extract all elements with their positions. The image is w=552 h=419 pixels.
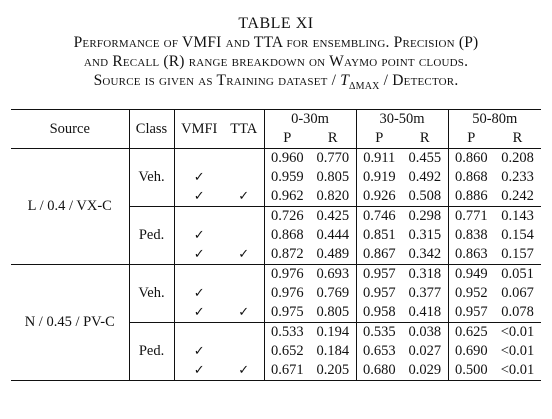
recall-value: 0.805 — [316, 169, 350, 185]
precision-value: 0.958 — [356, 303, 402, 323]
recall-value: 0.508 — [402, 187, 448, 207]
vmfi-check-icon — [174, 207, 224, 227]
caption-line-3 — [0, 71, 552, 96]
vmfi-check-icon: ✓ — [174, 168, 224, 187]
header-p: P — [264, 129, 310, 149]
recall-value: 0.315 — [408, 227, 442, 243]
recall-value: 0.342 — [408, 246, 442, 262]
vmfi-check-icon: ✓ — [174, 284, 224, 303]
precision-value: 0.671 — [264, 361, 310, 381]
precision-value: 0.868 — [448, 168, 494, 187]
caption-line-3-prefix: Source is given as Training dataset / — [93, 72, 341, 89]
header-range-30-50: 30-50m — [356, 110, 448, 130]
recall-value: 0.377 — [408, 285, 442, 301]
t-delta-max-symbol — [340, 72, 380, 93]
vmfi-check-icon: ✓ — [174, 342, 224, 361]
recall-value: 0.143 — [501, 208, 534, 224]
precision-value: 0.533 — [264, 323, 310, 343]
vmfi-check-icon — [174, 265, 224, 285]
class-cell: Ped. — [129, 323, 174, 381]
recall-value: 0.184 — [316, 343, 350, 359]
precision-value: 0.690 — [448, 342, 494, 361]
recall-value: 0.194 — [316, 324, 350, 340]
header-p: P — [448, 129, 494, 149]
tta-check-icon — [224, 149, 264, 169]
precision-value: 0.976 — [264, 284, 310, 303]
precision-value: 0.886 — [448, 187, 494, 207]
table-caption — [0, 14, 552, 96]
class-cell: Veh. — [129, 149, 174, 207]
recall-value: 0.205 — [310, 361, 356, 381]
delta-max-subscript: ΔMAX — [349, 81, 380, 93]
tta-check-icon: ✓ — [224, 303, 264, 323]
caption-line-3-suffix: / Detector. — [379, 72, 459, 89]
header-vmfi: VMFI — [174, 110, 224, 149]
tta-check-icon — [224, 168, 264, 187]
table-row — [11, 149, 541, 169]
recall-value: 0.078 — [494, 303, 541, 323]
recall-value: 0.051 — [501, 266, 534, 282]
precision-value: 0.726 — [264, 207, 310, 227]
recall-value: <0.01 — [500, 324, 535, 340]
recall-value: 0.693 — [316, 266, 350, 282]
recall-value: 0.157 — [501, 246, 534, 262]
recall-value: <0.01 — [500, 343, 535, 359]
recall-value: <0.01 — [494, 361, 541, 381]
recall-value: 0.455 — [408, 150, 442, 166]
recall-value: 0.770 — [316, 150, 350, 166]
precision-value: 0.952 — [448, 284, 494, 303]
results-table — [11, 109, 541, 381]
t-symbol: T — [340, 72, 350, 89]
recall-value: 0.418 — [402, 303, 448, 323]
precision-value: 0.746 — [356, 207, 402, 227]
tta-check-icon — [224, 284, 264, 303]
precision-value: 0.680 — [356, 361, 402, 381]
vmfi-check-icon: ✓ — [174, 245, 224, 265]
header-tta: TTA — [230, 120, 258, 137]
table-title: TABLE XI — [238, 15, 314, 32]
header-range-0-30: 0-30m — [264, 110, 356, 130]
recall-value: 0.298 — [408, 208, 442, 224]
precision-value: 0.851 — [356, 226, 402, 245]
header-range-50-80: 50-80m — [448, 110, 541, 130]
class-cell: Veh. — [129, 265, 174, 323]
recall-value: 0.318 — [408, 266, 442, 282]
precision-value: 0.771 — [448, 207, 494, 227]
class-cell: Ped. — [129, 207, 174, 265]
table-row — [11, 265, 541, 285]
caption-line-2: and Recall (R) range breakdown on Waymo point clouds. — [83, 53, 469, 70]
tta-check-icon — [224, 207, 264, 227]
tta-check-icon: ✓ — [224, 361, 264, 381]
precision-value: 0.975 — [264, 303, 310, 323]
recall-value: 0.769 — [316, 285, 350, 301]
precision-value: 0.959 — [264, 168, 310, 187]
precision-value: 0.957 — [356, 284, 402, 303]
precision-value: 0.653 — [356, 342, 402, 361]
precision-value: 0.872 — [264, 245, 310, 265]
precision-value: 0.863 — [448, 245, 494, 265]
header-r: R — [512, 130, 523, 146]
header-source: Source — [49, 120, 90, 137]
recall-value: 0.029 — [402, 361, 448, 381]
recall-value: 0.027 — [408, 343, 442, 359]
recall-value: 0.233 — [501, 169, 534, 185]
precision-value: 0.535 — [356, 323, 402, 343]
precision-value: 0.919 — [356, 168, 402, 187]
header-r: R — [419, 130, 430, 146]
caption-line-1: Performance of VMFI and TTA for ensembling. Precision (P) — [73, 34, 479, 51]
precision-value: 0.625 — [448, 323, 494, 343]
vmfi-check-icon: ✓ — [174, 187, 224, 207]
vmfi-check-icon — [174, 149, 224, 169]
recall-value: 0.208 — [501, 150, 534, 166]
recall-value: 0.489 — [316, 246, 350, 262]
tta-check-icon — [224, 265, 264, 285]
vmfi-check-icon: ✓ — [174, 226, 224, 245]
source-cell: N / 0.45 / PV-C — [11, 265, 129, 381]
precision-value: 0.860 — [448, 149, 494, 169]
recall-value: 0.444 — [316, 227, 350, 243]
precision-value: 0.976 — [264, 265, 310, 285]
recall-value: 0.067 — [501, 285, 534, 301]
recall-value: 0.805 — [310, 303, 356, 323]
precision-value: 0.962 — [264, 187, 310, 207]
table-body — [11, 149, 541, 381]
precision-value: 0.926 — [356, 187, 402, 207]
precision-value: 0.868 — [264, 226, 310, 245]
precision-value: 0.838 — [448, 226, 494, 245]
precision-value: 0.500 — [448, 361, 494, 381]
precision-value: 0.960 — [264, 149, 310, 169]
vmfi-check-icon — [174, 323, 224, 343]
recall-value: 0.242 — [494, 187, 541, 207]
precision-value: 0.867 — [356, 245, 402, 265]
precision-value: 0.949 — [448, 265, 494, 285]
recall-value: 0.038 — [408, 324, 442, 340]
tta-check-icon — [224, 226, 264, 245]
recall-value: 0.492 — [408, 169, 442, 185]
header-class: Class — [129, 110, 174, 149]
recall-value: 0.425 — [316, 208, 350, 224]
header-p: P — [356, 129, 402, 149]
tta-check-icon: ✓ — [224, 187, 264, 207]
vmfi-check-icon: ✓ — [174, 303, 224, 323]
precision-value: 0.652 — [264, 342, 310, 361]
vmfi-check-icon: ✓ — [174, 361, 224, 381]
precision-value: 0.957 — [448, 303, 494, 323]
precision-value: 0.957 — [356, 265, 402, 285]
tta-check-icon — [224, 342, 264, 361]
precision-value: 0.911 — [356, 149, 402, 169]
tta-check-icon — [224, 323, 264, 343]
header-r: R — [327, 130, 338, 146]
recall-value: 0.154 — [501, 227, 534, 243]
source-cell: L / 0.4 / VX-C — [27, 198, 112, 214]
recall-value: 0.820 — [310, 187, 356, 207]
tta-check-icon: ✓ — [238, 247, 250, 262]
